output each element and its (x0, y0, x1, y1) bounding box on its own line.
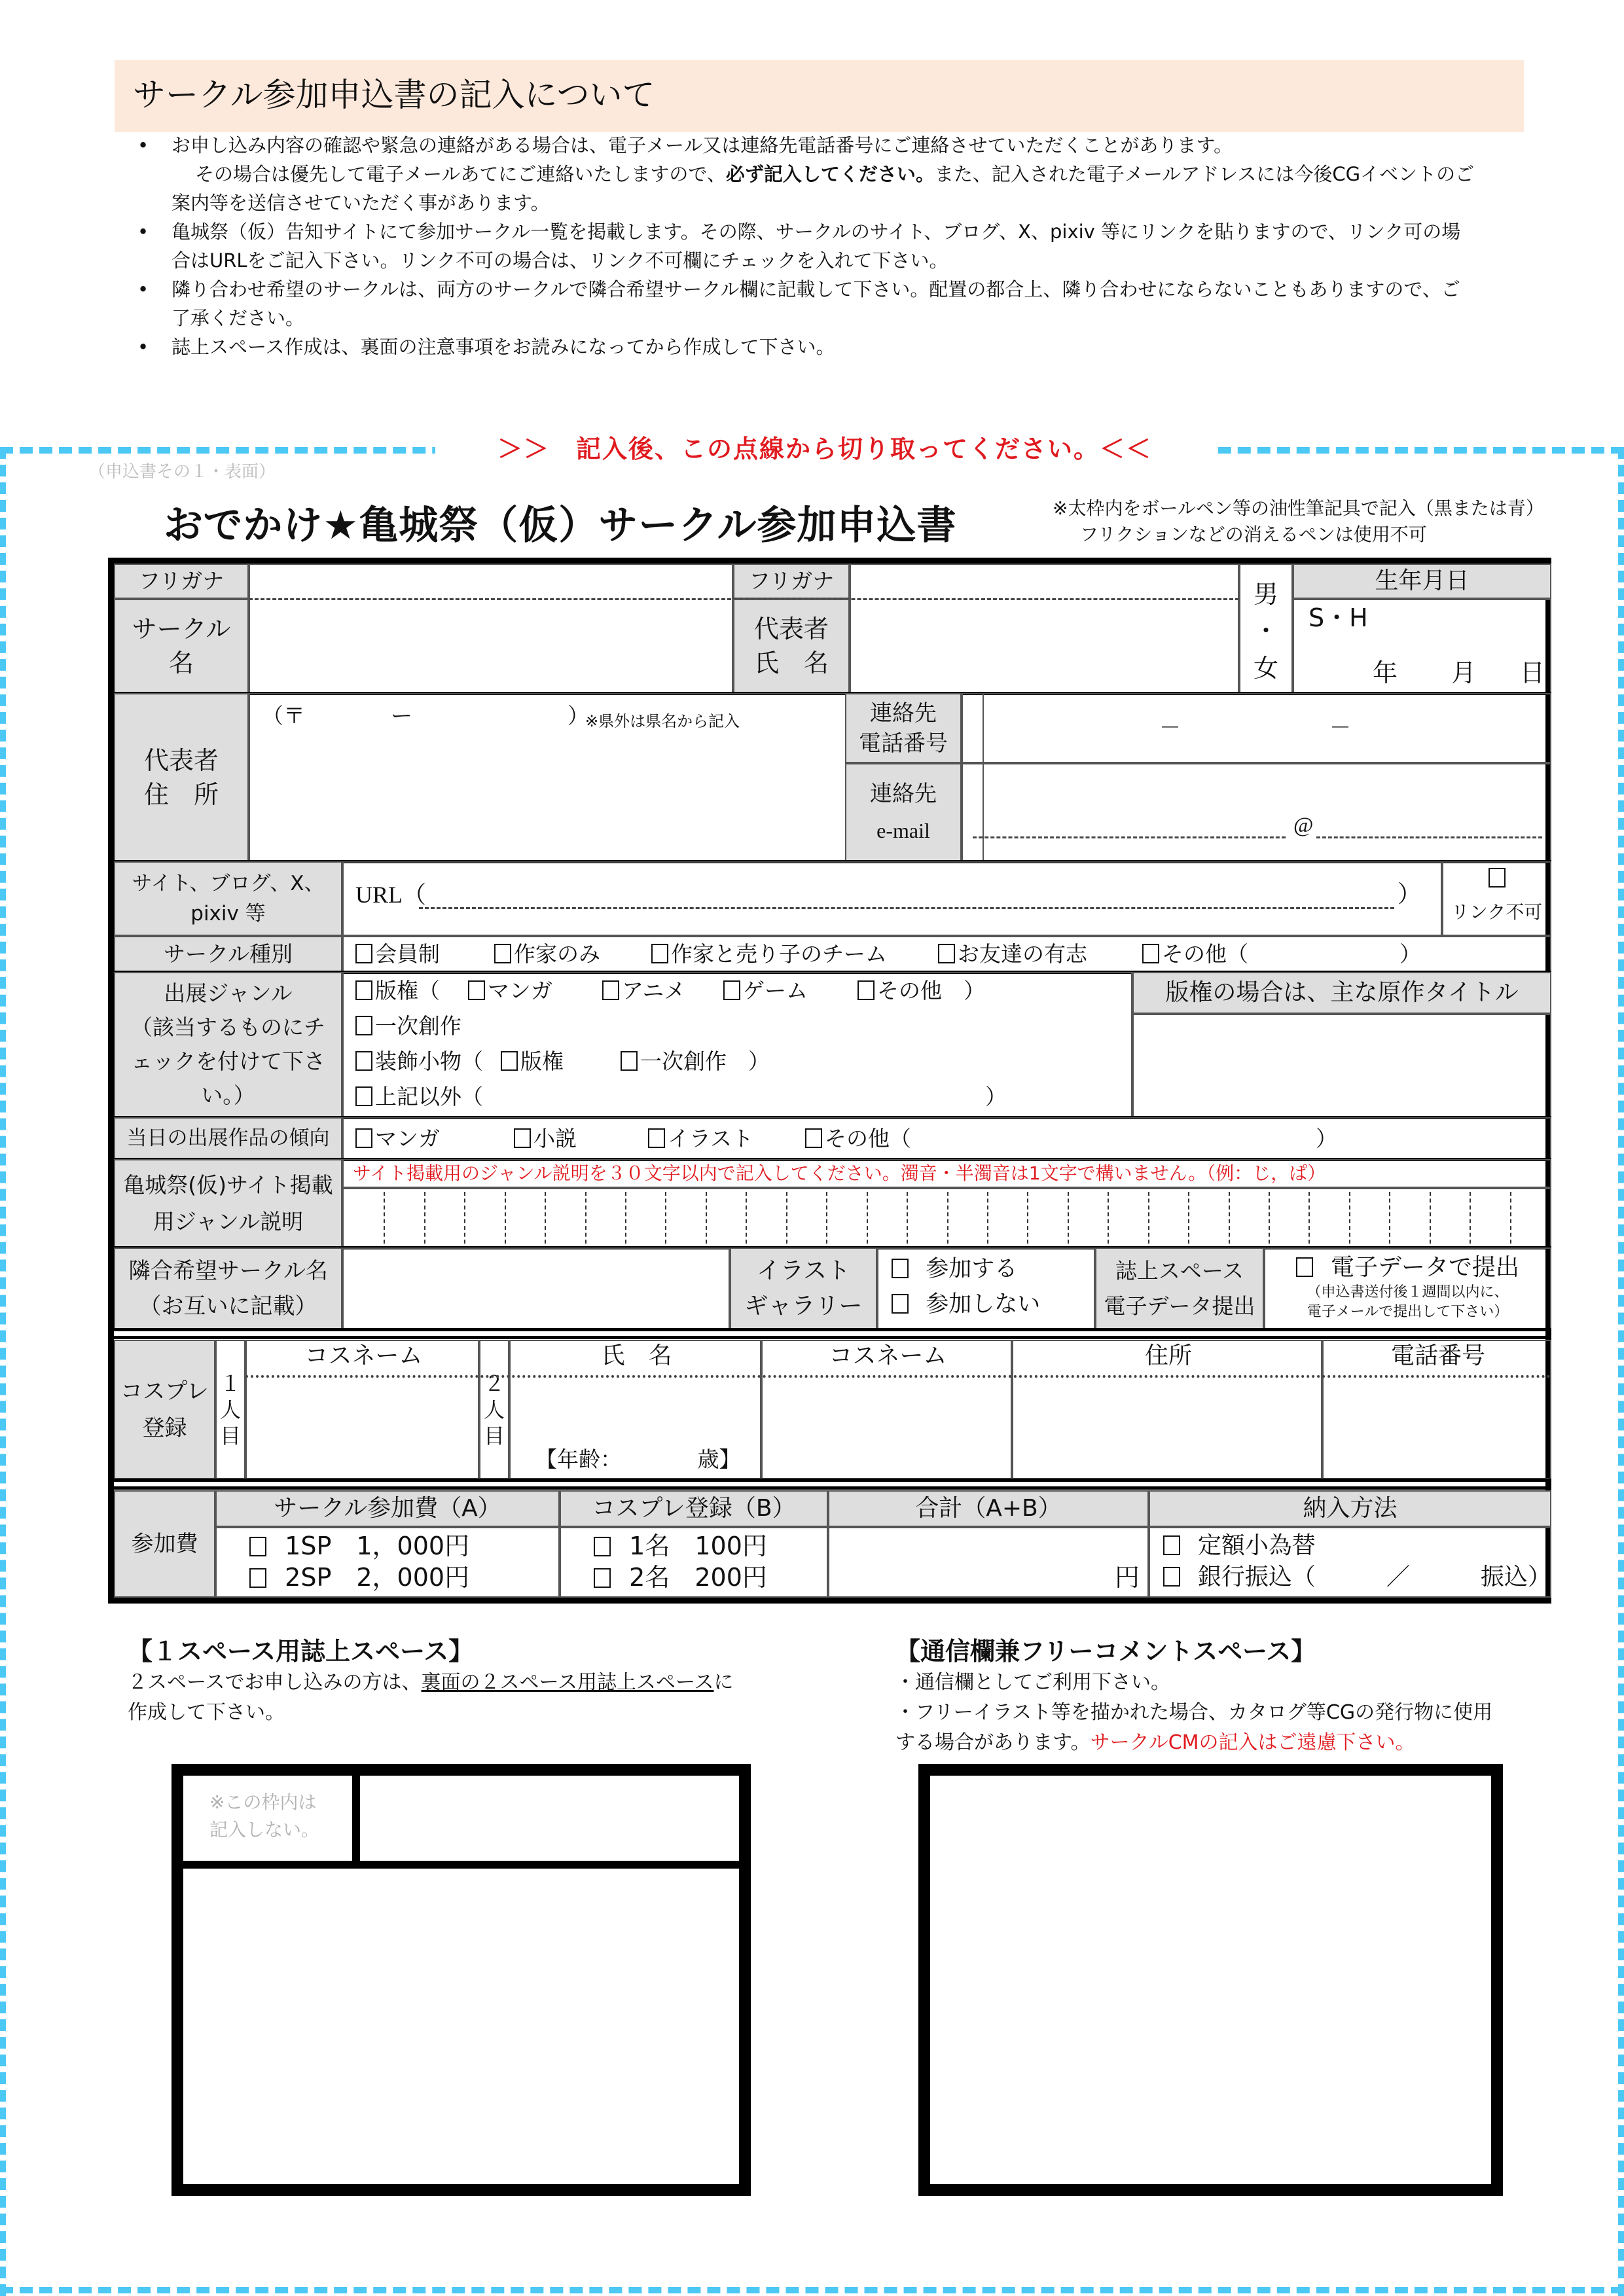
genre-option[interactable]: その他 ） (857, 976, 985, 1006)
genre-option[interactable]: 版権 (501, 1047, 564, 1077)
person2-address[interactable] (1012, 1340, 1322, 1479)
fee-a-options (215, 1527, 560, 1598)
genre-options (342, 972, 1132, 1117)
genre-other[interactable]: 上記以外（ (355, 1082, 483, 1112)
site-genre-char-grid[interactable] (342, 1188, 1551, 1247)
instruction-line: 了承ください。 (171, 307, 305, 329)
cosplay-header-divider (245, 1375, 1551, 1378)
char-cell-divider (1470, 1192, 1471, 1244)
email-local-line (973, 836, 1286, 838)
tendency-option[interactable]: 小説 (514, 1124, 577, 1154)
instruction-line: 案内等を送信させていただく事があります。 (171, 192, 550, 214)
address-label: 代表者 住 所 (114, 693, 249, 861)
char-cell-divider (1068, 1192, 1069, 1244)
genre-original[interactable]: 一次創作 (355, 1011, 461, 1041)
space-data-checkbox[interactable]: 電子データで提出 (1265, 1253, 1550, 1283)
char-cell-divider (1510, 1192, 1511, 1244)
char-cell-divider (867, 1192, 868, 1244)
fee-a-header: サークル参加費（A） (215, 1490, 560, 1527)
char-cell-divider (1108, 1192, 1109, 1244)
cut-line-right (1618, 447, 1624, 2296)
instructions-list (131, 131, 1525, 361)
postal-note: ※県外は県名から記入 (585, 712, 740, 730)
phone-field[interactable] (962, 693, 1551, 763)
phone-header: 電話番号 (1390, 1342, 1485, 1369)
gallery-options (877, 1247, 1095, 1329)
instruction-line: 亀城祭（仮）告知サイトにて参加サークル一覧を掲載します。その際、サークルのサイト、ブログ、X、pixiv 等にリンクを貼りますので、リンク可の場 (171, 221, 1461, 243)
divider (114, 1479, 1551, 1482)
genre-accessories[interactable]: 装飾小物（ (355, 1047, 483, 1077)
link-ng-label: リンク不可 (1451, 901, 1543, 923)
phone-label: 連絡先 電話番号 (845, 693, 962, 763)
tendency-close: ） (1316, 1126, 1337, 1151)
circle-furigana-field[interactable] (249, 564, 733, 599)
person1-cosname[interactable] (245, 1340, 479, 1479)
fee-a-option[interactable]: 2SP 2，000円 (249, 1562, 469, 1592)
birthdate-field[interactable] (1293, 599, 1551, 693)
note-line: フリクションなどの消えるペンは使用不可 (1080, 524, 1427, 545)
email-label (845, 763, 962, 861)
site-genre-note-row (342, 1159, 1551, 1188)
postal-close: ） (568, 703, 589, 728)
person2-phone[interactable] (1322, 1340, 1551, 1479)
fee-total-header: 合計（A+B） (828, 1490, 1149, 1527)
instruction-item (131, 275, 1525, 332)
url-prefix: URL（ (355, 882, 427, 908)
gender-field[interactable] (1239, 564, 1293, 693)
gender-female[interactable]: 女 (1254, 654, 1279, 683)
application-form (108, 558, 1551, 1604)
email-at: @ (1293, 814, 1314, 837)
circle-name-field[interactable] (249, 599, 733, 693)
char-cell-divider (585, 1192, 586, 1244)
postal-open: （〒 (262, 703, 305, 728)
cut-line-bottom (0, 2287, 1624, 2293)
char-cell-divider (665, 1192, 666, 1244)
char-cell-divider (1349, 1192, 1350, 1244)
bullet-icon: • (137, 336, 149, 358)
furigana-label: フリガナ (114, 564, 249, 599)
circle-type-label: サークル種別 (114, 936, 342, 972)
circle-name-label: サークル 名 (114, 599, 249, 693)
comment-section-title: 【通信欄兼フリーコメントスペース】 (895, 1637, 1316, 1666)
space-section-desc: ２スペースでお申し込みの方は、裏面の２スペース用誌上スペースに 作成して下さい。 (128, 1671, 734, 1724)
postal-dash: ー (391, 703, 412, 728)
url-suffix: ） (1398, 881, 1422, 908)
form-note (1053, 495, 1544, 548)
payment-options (1149, 1527, 1551, 1598)
gallery-label: イラスト ギャラリー (730, 1247, 877, 1329)
no-cm-warning: サークルCMの記入はご遠慮下さい。 (1090, 1731, 1415, 1754)
note-line: ※太枠内をボールペン等の油性筆記具で記入（黒または青） (1053, 497, 1544, 519)
person1-label: １ 人 目 (215, 1340, 245, 1479)
original-title-field[interactable] (1132, 1014, 1551, 1117)
instruction-line: 隣り合わせ希望のサークルは、両方のサークルで隣合希望サークル欄に記載して下さい。配置の都合上、隣り合わせにならないこともありますので、ご (171, 278, 1460, 300)
char-cell-divider (1308, 1192, 1310, 1244)
instructions-header (115, 60, 1524, 132)
gender-male[interactable]: 男 (1254, 580, 1279, 609)
email-label-text: 連絡先 (870, 781, 937, 807)
char-cell-divider (505, 1192, 506, 1244)
divider (114, 1486, 1551, 1490)
cosplay-label: コスプレ 登録 (114, 1340, 215, 1479)
original-title-label: 版権の場合は、主な原作タイトル (1132, 972, 1551, 1014)
month-unit: 月 (1451, 658, 1477, 687)
sheet-label: （申込書その１・表面） (88, 462, 276, 482)
instruction-line: 合はURLをご記入下さい。リンク不可の場合は、リンク不可欄にチェックを入れて下さい。 (171, 249, 948, 272)
genre-option[interactable]: 一次創作 ） (621, 1047, 770, 1077)
checkbox-icon[interactable] (1489, 868, 1506, 888)
char-cell-divider (706, 1192, 707, 1244)
instructions-title: サークル参加申込書の記入について (133, 76, 655, 114)
circle-type-option[interactable]: 作家と売り子のチーム (651, 939, 887, 969)
age-field[interactable]: 【年齢： 歳】 (535, 1446, 741, 1472)
fee-b-options (560, 1527, 828, 1598)
char-cell-divider (947, 1192, 948, 1244)
form-title: おでかけ★亀城祭（仮）サークル参加申込書 (164, 503, 957, 548)
genre-option[interactable]: アニメ (602, 976, 685, 1006)
gallery-no[interactable]: 参加しない (892, 1289, 1040, 1319)
divider (114, 1336, 1551, 1339)
gallery-yes[interactable]: 参加する (892, 1254, 1017, 1284)
tendency-options (342, 1117, 1551, 1159)
fee-b-header: コスプレ登録（B） (560, 1490, 828, 1527)
fee-total-field[interactable] (828, 1527, 1149, 1598)
payment-header: 納入方法 (1149, 1490, 1551, 1527)
char-cell-divider (384, 1192, 385, 1244)
char-cell-divider (464, 1192, 465, 1244)
site-genre-label: 亀城祭(仮)サイト掲載用ジャンル説明 (114, 1159, 342, 1247)
instruction-item (131, 332, 1525, 361)
instruction-line: 誌上スペース作成は、裏面の注意事項をお読みになってから作成して下さい。 (171, 336, 835, 358)
instruction-line: お申し込み内容の確認や緊急の連絡がある場合は、電子メール又は連絡先電話番号にご連絡させていただくことがあります。 (171, 134, 1233, 156)
era-selector[interactable]: S・H (1308, 603, 1368, 632)
char-cell-divider (1430, 1192, 1431, 1244)
genre-label: 出展ジャンル （該当するものにチェックを付けて下さい。） (114, 972, 342, 1117)
link-ng-checkbox[interactable] (1442, 861, 1551, 936)
rep-name-label: 代表者 氏 名 (733, 599, 850, 693)
fee-b-option[interactable]: 2名 200円 (594, 1562, 767, 1592)
instruction-item (131, 131, 1525, 217)
char-cell-divider (424, 1192, 425, 1244)
person2-label: ２ 人 目 (479, 1340, 509, 1479)
total-unit: 円 (1114, 1563, 1140, 1592)
genre-option[interactable]: ゲーム (723, 976, 808, 1006)
char-cell-divider (1148, 1192, 1149, 1244)
cosname-header: コスネーム (829, 1342, 947, 1369)
name-header: 氏 名 (601, 1342, 672, 1369)
char-cell-divider (826, 1192, 827, 1244)
box-divider (183, 1861, 739, 1869)
phone-dash: － (1159, 715, 1181, 740)
instruction-item (131, 217, 1525, 275)
tendency-option[interactable]: イラスト (648, 1124, 753, 1154)
circle-type-option[interactable]: その他（ ） (1142, 939, 1421, 969)
circle-type-options (342, 936, 1551, 972)
no-write-note: ※この枠内は 記入しない。 (183, 1776, 360, 1861)
divider (114, 1328, 1551, 1331)
person2-name[interactable] (509, 1340, 761, 1479)
space-drawing-box[interactable] (171, 1764, 751, 2196)
fee-a-option[interactable]: 1SP 1，000円 (249, 1531, 469, 1561)
comment-section-desc: ・通信欄としてご利用下さい。 ・フリーイラスト等を描かれた場合、カタログ等CGの発行物に使用 する場合があります。サークルCMの記入はご遠慮下さい。 (895, 1671, 1493, 1754)
comment-box[interactable] (918, 1764, 1503, 2196)
year-unit: 年 (1373, 658, 1398, 687)
day-unit: 日 (1520, 658, 1545, 687)
space-data-option[interactable] (1264, 1247, 1551, 1329)
url-line (419, 907, 1394, 909)
url-field[interactable] (342, 861, 1442, 936)
cosname-header: コスネーム (304, 1342, 423, 1369)
rep-furigana-field[interactable] (850, 564, 1239, 599)
char-cell-divider (1229, 1192, 1230, 1244)
space-data-label: 誌上スペース 電子データ提出 (1095, 1247, 1264, 1329)
email-domain-line (1316, 836, 1542, 838)
genre-other-close: ） (985, 1084, 1007, 1109)
email-label-text: e-mail (876, 819, 930, 842)
bullet-icon: • (137, 221, 149, 243)
rep-name-field[interactable] (850, 599, 1239, 693)
gender-separator: ・ (1254, 617, 1279, 645)
payment-option[interactable]: 銀行振込（ ／ 振込） (1163, 1562, 1551, 1592)
genre-copyright[interactable]: 版権（ (355, 976, 440, 1006)
cut-line-left (0, 447, 6, 2296)
fee-b-option[interactable]: 1名 100円 (594, 1531, 767, 1561)
birthdate-label: 生年月日 (1293, 564, 1551, 599)
neighbor-field[interactable] (342, 1247, 730, 1329)
required-emphasis: 必ず記入してください。 (725, 163, 935, 185)
neighbor-label: 隣合希望サークル名 （お互いに記載） (114, 1247, 342, 1329)
genre-option[interactable]: マンガ (468, 976, 552, 1006)
circle-type-option[interactable]: お友達の有志 (938, 939, 1087, 969)
space-data-note: （申込書送付後１週間以内に、 電子メールで提出して下さい） (1307, 1284, 1509, 1320)
tendency-option[interactable]: その他（ (805, 1124, 911, 1154)
person2-cosname[interactable] (761, 1340, 1012, 1479)
char-cell-divider (545, 1192, 546, 1244)
space-section-title: 【１スペース用誌上スペース】 (128, 1637, 474, 1666)
circle-type-option[interactable]: 作家のみ (494, 939, 600, 969)
char-cell-divider (1389, 1192, 1390, 1244)
char-cell-divider (1188, 1192, 1189, 1244)
furigana-label-rep: フリガナ (733, 564, 850, 599)
cut-line-label: ＞＞ 記入後、この点線から切り取ってください。＜＜ (435, 428, 1214, 470)
address-header: 住所 (1144, 1342, 1192, 1369)
char-cell-divider (1027, 1192, 1028, 1244)
instruction-line: その場合は優先して電子メールあてにご連絡いたしますので、必ず記入してください。また、記入された電子メールアドレスには今後CGイベントのご (195, 163, 1475, 185)
char-cell-divider (625, 1192, 626, 1244)
email-field[interactable] (962, 763, 1551, 861)
char-cell-divider (987, 1192, 988, 1244)
char-cell-divider (746, 1192, 747, 1244)
phone-dash: － (1329, 715, 1351, 740)
payment-option[interactable]: 定額小為替 (1163, 1531, 1316, 1561)
char-cell-divider (1269, 1192, 1270, 1244)
fee-label: 参加費 (114, 1490, 215, 1598)
tendency-option[interactable]: マンガ (355, 1124, 440, 1154)
char-cell-divider (907, 1192, 908, 1244)
tendency-label: 当日の出展作品の傾向 (114, 1117, 342, 1159)
bullet-icon: • (137, 278, 149, 300)
circle-type-option[interactable]: 会員制 (355, 939, 440, 969)
char-cell-divider (786, 1192, 787, 1244)
site-label: サイト、ブログ、X、 pixiv 等 (114, 861, 342, 936)
bullet-icon: • (137, 134, 149, 156)
back-side-link-text: 裏面の２スペース用誌上スペース (421, 1671, 714, 1694)
site-genre-note: サイト掲載用のジャンル説明を３０文字以内で記入してください。濁音・半濁音は1文字で構いません。（例：じ，ぱ） (353, 1162, 1326, 1184)
